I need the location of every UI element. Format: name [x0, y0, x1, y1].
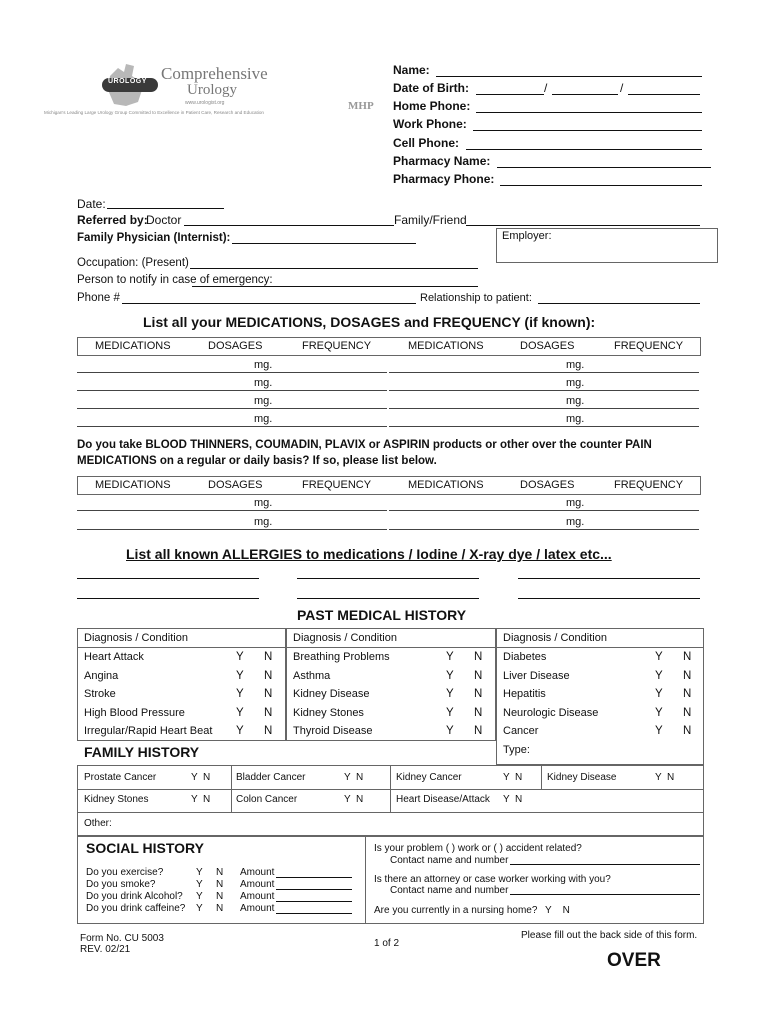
- amount-label: Amount: [240, 903, 275, 914]
- fh-yn[interactable]: Y N: [191, 794, 211, 805]
- pmh-condition: Kidney Disease: [293, 688, 370, 700]
- pmh-condition: Liver Disease: [503, 670, 570, 682]
- social-yes[interactable]: Y: [196, 867, 203, 878]
- social-yes[interactable]: Y: [196, 879, 203, 890]
- medication-entry-line[interactable]: [389, 426, 699, 427]
- medication-entry-line[interactable]: [389, 408, 699, 409]
- bt-header-frequency-1: FREQUENCY: [302, 479, 372, 491]
- amount-field[interactable]: [276, 901, 352, 902]
- fh-yn[interactable]: Y N: [344, 794, 364, 805]
- pmh-no[interactable]: N: [683, 670, 692, 682]
- pmh-no[interactable]: N: [683, 651, 692, 663]
- dob-month-field[interactable]: [476, 94, 544, 95]
- over-label: OVER: [607, 950, 661, 971]
- logo: [40, 58, 340, 124]
- bt-header-medications-1: MEDICATIONS: [95, 479, 171, 491]
- emergency-contact-field[interactable]: [192, 286, 478, 287]
- page-number: 1 of 2: [374, 938, 400, 949]
- pmh-col2-header: Diagnosis / Condition: [293, 632, 397, 644]
- med-dose-unit: mg.: [566, 413, 585, 425]
- family-history-title: FAMILY HISTORY: [84, 744, 200, 760]
- pmh-col1-header: Diagnosis / Condition: [84, 632, 188, 644]
- med-dose-unit: mg.: [254, 413, 273, 425]
- home-phone-label: Home Phone:: [393, 99, 471, 113]
- social-question: Do you drink Alcohol?: [86, 891, 183, 902]
- allergy-field[interactable]: [518, 578, 700, 579]
- medication-entry-line[interactable]: [77, 390, 387, 391]
- social-question: Do you drink caffeine?: [86, 903, 186, 914]
- pmh-yes[interactable]: Y: [446, 651, 454, 663]
- medications-header-row: [77, 337, 701, 356]
- emergency-contact-label: Person to notify in case of emergency:: [77, 274, 273, 286]
- pmh-condition: Cancer: [503, 725, 539, 737]
- name-label: Name:: [393, 63, 430, 77]
- blood-thinners-question-line1: Do you take BLOOD THINNERS, COUMADIN, PLAVIX or ASPIRIN products or other over the counter PAIN: [77, 439, 652, 451]
- social-no[interactable]: N: [216, 903, 224, 914]
- fh-row-divider: [77, 812, 704, 813]
- pmh-condition: Neurologic Disease: [503, 707, 599, 719]
- pmh-yes[interactable]: Y: [446, 688, 454, 700]
- pmh-yes[interactable]: Y: [236, 688, 244, 700]
- form-number: Form No. CU 5003: [80, 933, 164, 944]
- fh-condition: Heart Disease/Attack: [396, 794, 490, 805]
- pmh-yes[interactable]: Y: [655, 725, 663, 737]
- cancer-type-label: Type:: [503, 744, 530, 756]
- fh-yn[interactable]: Y N: [191, 772, 211, 783]
- work-phone-label: Work Phone:: [393, 117, 467, 131]
- pmh-condition: Angina: [84, 670, 119, 682]
- med-header-frequency-2: FREQUENCY: [614, 340, 684, 352]
- fh-yn[interactable]: Y N: [503, 794, 523, 805]
- medication-entry-line[interactable]: [389, 390, 699, 391]
- pmh-title: PAST MEDICAL HISTORY: [297, 607, 467, 623]
- pmh-col3-header: Diagnosis / Condition: [503, 632, 607, 644]
- occupation-field[interactable]: [190, 268, 478, 269]
- bt-dose-unit: mg.: [254, 497, 273, 509]
- bt-header-dosages-1: DOSAGES: [208, 479, 263, 491]
- attorney-contact-field[interactable]: [510, 894, 700, 895]
- family-friend-field[interactable]: [466, 225, 700, 226]
- nursing-home-yn[interactable]: Y N: [545, 905, 570, 916]
- med-dose-unit: mg.: [254, 377, 273, 389]
- medication-entry-line[interactable]: [77, 426, 387, 427]
- pmh-no[interactable]: N: [264, 707, 273, 719]
- home-phone-field[interactable]: [476, 112, 702, 113]
- nursing-home-question: Are you currently in a nursing home?: [374, 905, 538, 916]
- social-history-divider: [365, 836, 366, 924]
- pmh-header-divider: [77, 647, 704, 648]
- fh-col-divider: [390, 765, 391, 812]
- pmh-condition: Heart Attack: [84, 651, 144, 663]
- work-phone-field[interactable]: [473, 130, 702, 131]
- pmh-condition: High Blood Pressure: [84, 707, 185, 719]
- med-header-medications-1: MEDICATIONS: [95, 340, 171, 352]
- doctor-label: Doctor: [146, 213, 182, 227]
- pmh-condition: Asthma: [293, 670, 331, 682]
- fh-col-divider: [541, 765, 542, 789]
- logo-brand-line2: Urology: [187, 82, 237, 98]
- logo-tagline: Michigan's Leading Large Urology Group Committed to Excellence in Patient Care, Research and Education: [44, 110, 264, 115]
- back-side-note: Please fill out the back side of this form.: [521, 930, 698, 941]
- social-yes[interactable]: Y: [196, 891, 203, 902]
- fh-condition: Kidney Disease: [547, 772, 617, 783]
- work-accident-contact-field[interactable]: [510, 864, 700, 865]
- family-physician-field[interactable]: [232, 243, 416, 244]
- dob-year-field[interactable]: [628, 94, 700, 95]
- blood-thinners-header-row: [77, 476, 701, 495]
- social-question: Do you smoke?: [86, 879, 156, 890]
- pmh-yes[interactable]: Y: [446, 670, 454, 682]
- bt-dose-unit: mg.: [254, 516, 273, 528]
- fh-condition: Kidney Stones: [84, 794, 149, 805]
- medication-entry-line[interactable]: [77, 372, 387, 373]
- logo-badge: UROLOGY: [108, 78, 147, 85]
- fh-condition: Colon Cancer: [236, 794, 298, 805]
- logo-brand-line1: Comprehensive: [161, 64, 268, 83]
- pmh-yes[interactable]: Y: [655, 651, 663, 663]
- fh-col-divider: [231, 765, 232, 812]
- social-no[interactable]: N: [216, 879, 224, 890]
- med-dose-unit: mg.: [566, 377, 585, 389]
- social-no[interactable]: N: [216, 867, 224, 878]
- amount-field[interactable]: [276, 913, 352, 914]
- dob-label: Date of Birth:: [393, 81, 469, 95]
- pmh-yes[interactable]: Y: [236, 651, 244, 663]
- pharmacy-name-field[interactable]: [497, 167, 711, 168]
- pmh-no[interactable]: N: [264, 688, 273, 700]
- partner-logo: MHP: [348, 100, 374, 112]
- cell-phone-label: Cell Phone:: [393, 136, 460, 150]
- dob-day-field[interactable]: [552, 94, 618, 95]
- bt-header-dosages-2: DOSAGES: [520, 479, 575, 491]
- allergy-field[interactable]: [518, 598, 700, 599]
- social-history-title: SOCIAL HISTORY: [86, 840, 204, 856]
- pharmacy-name-label: Pharmacy Name:: [393, 154, 491, 168]
- referring-doctor-field[interactable]: [184, 225, 394, 226]
- cell-phone-field[interactable]: [466, 149, 702, 150]
- pmh-condition: Hepatitis: [503, 688, 546, 700]
- amount-field[interactable]: [276, 877, 352, 878]
- family-physician-label: Family Physician (Internist):: [77, 232, 231, 244]
- pmh-yes[interactable]: Y: [236, 725, 244, 737]
- relationship-field[interactable]: [538, 303, 700, 304]
- med-dose-unit: mg.: [254, 395, 273, 407]
- pmh-yes[interactable]: Y: [655, 707, 663, 719]
- med-header-dosages-2: DOSAGES: [520, 340, 575, 352]
- fh-condition: Bladder Cancer: [236, 772, 306, 783]
- pmh-yes[interactable]: Y: [236, 707, 244, 719]
- form-revision: REV. 02/21: [80, 944, 131, 955]
- blood-thinners-question-line2: MEDICATIONS on a regular or daily basis? If so, please list below.: [77, 455, 437, 467]
- pmh-no[interactable]: N: [683, 688, 692, 700]
- blood-thinner-entry-line[interactable]: [389, 529, 699, 530]
- emergency-phone-field[interactable]: [122, 303, 416, 304]
- medication-entry-line[interactable]: [77, 408, 387, 409]
- social-question: Do you exercise?: [86, 867, 164, 878]
- fh-yn[interactable]: Y N: [655, 772, 675, 783]
- allergy-field[interactable]: [297, 598, 479, 599]
- med-header-dosages-1: DOSAGES: [208, 340, 263, 352]
- amount-label: Amount: [240, 867, 275, 878]
- fh-condition: Prostate Cancer: [84, 772, 157, 783]
- amount-label: Amount: [240, 891, 275, 902]
- employer-label: Employer:: [502, 230, 552, 242]
- allergy-field[interactable]: [77, 598, 259, 599]
- pmh-no[interactable]: N: [474, 725, 483, 737]
- family-friend-label: Family/Friend: [394, 213, 467, 227]
- fh-other-label: Other:: [84, 818, 112, 829]
- pmh-condition: Irregular/Rapid Heart Beat: [84, 725, 213, 737]
- contact-label: Contact name and number: [390, 885, 509, 896]
- pmh-no[interactable]: N: [474, 670, 483, 682]
- relationship-label: Relationship to patient:: [420, 292, 532, 304]
- med-header-frequency-1: FREQUENCY: [302, 340, 372, 352]
- pmh-no[interactable]: N: [264, 725, 273, 737]
- pmh-condition: Breathing Problems: [293, 651, 390, 663]
- pmh-no[interactable]: N: [264, 651, 273, 663]
- pmh-yes[interactable]: Y: [236, 670, 244, 682]
- work-accident-question: Is your problem ( ) work or ( ) accident related?: [374, 843, 582, 854]
- allergy-field[interactable]: [77, 578, 259, 579]
- medication-entry-line[interactable]: [389, 372, 699, 373]
- bt-dose-unit: mg.: [566, 497, 585, 509]
- pmh-condition: Stroke: [84, 688, 116, 700]
- bt-header-frequency-2: FREQUENCY: [614, 479, 684, 491]
- bt-dose-unit: mg.: [566, 516, 585, 528]
- occupation-label: Occupation: (Present): [77, 257, 189, 269]
- bt-header-medications-2: MEDICATIONS: [408, 479, 484, 491]
- dob-separator-2: /: [620, 81, 624, 95]
- blood-thinner-entry-line[interactable]: [389, 510, 699, 511]
- med-dose-unit: mg.: [566, 395, 585, 407]
- medications-title: List all your MEDICATIONS, DOSAGES and FREQUENCY (if known):: [143, 314, 596, 330]
- attorney-question: Is there an attorney or case worker working with you?: [374, 874, 611, 885]
- med-dose-unit: mg.: [566, 359, 585, 371]
- pmh-yes[interactable]: Y: [655, 670, 663, 682]
- pmh-condition: Kidney Stones: [293, 707, 364, 719]
- pmh-condition: Diabetes: [503, 651, 547, 663]
- logo-website: www.urologist.org: [185, 100, 225, 106]
- amount-field[interactable]: [276, 889, 352, 890]
- pmh-yes[interactable]: Y: [655, 688, 663, 700]
- pmh-yes[interactable]: Y: [446, 725, 454, 737]
- fh-condition: Kidney Cancer: [396, 772, 462, 783]
- pmh-no[interactable]: N: [264, 670, 273, 682]
- pmh-yes[interactable]: Y: [446, 707, 454, 719]
- social-yes[interactable]: Y: [196, 903, 203, 914]
- date-field[interactable]: [107, 208, 224, 209]
- name-field[interactable]: [436, 76, 702, 77]
- amount-label: Amount: [240, 879, 275, 890]
- dob-separator-1: /: [544, 81, 548, 95]
- pharmacy-phone-field[interactable]: [500, 185, 702, 186]
- pmh-no[interactable]: N: [474, 688, 483, 700]
- allergies-title: List all known ALLERGIES to medications / Iodine / X-ray dye / latex etc...: [126, 546, 612, 562]
- date-label: Date:: [77, 197, 106, 211]
- med-header-medications-2: MEDICATIONS: [408, 340, 484, 352]
- med-dose-unit: mg.: [254, 359, 273, 371]
- contact-label: Contact name and number: [390, 855, 509, 866]
- blood-thinner-entry-line[interactable]: [77, 529, 387, 530]
- referred-by-label: Referred by:: [77, 213, 148, 227]
- pmh-no[interactable]: N: [474, 707, 483, 719]
- fh-yn[interactable]: Y N: [503, 772, 523, 783]
- allergy-field[interactable]: [297, 578, 479, 579]
- pmh-no[interactable]: N: [474, 651, 483, 663]
- social-no[interactable]: N: [216, 891, 224, 902]
- pmh-no[interactable]: N: [683, 725, 692, 737]
- fh-yn[interactable]: Y N: [344, 772, 364, 783]
- phone-label: Phone #: [77, 292, 120, 304]
- blood-thinner-entry-line[interactable]: [77, 510, 387, 511]
- pmh-condition: Thyroid Disease: [293, 725, 373, 737]
- pharmacy-phone-label: Pharmacy Phone:: [393, 172, 495, 186]
- pmh-no[interactable]: N: [683, 707, 692, 719]
